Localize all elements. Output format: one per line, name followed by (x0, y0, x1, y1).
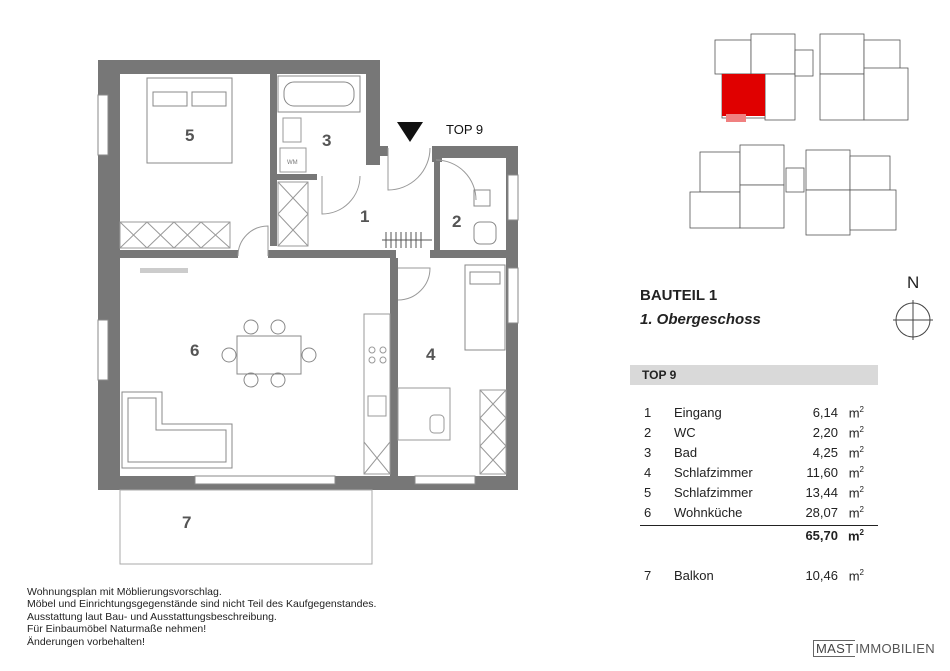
table-row (640, 425, 870, 445)
room-num: 3 (644, 445, 652, 460)
table-header-label: TOP 9 (642, 368, 677, 382)
table-row (640, 405, 870, 425)
shoe-rack (382, 232, 432, 248)
bed-single (465, 265, 505, 350)
table-row (640, 465, 870, 485)
room-table (640, 405, 870, 525)
room-area: 28,07 (805, 505, 838, 520)
washer-label: WM (287, 160, 298, 166)
room-area: 13,44 (805, 485, 838, 500)
room-unit: $m^2$ (848, 445, 864, 461)
total-row (640, 528, 870, 548)
room-label-5: 5 (185, 126, 195, 145)
balcony-unit: $m^2$ (848, 568, 864, 584)
room-num: 2 (644, 425, 652, 440)
table-row (640, 485, 870, 505)
balcony-row (640, 568, 870, 588)
room-name: Wohnküche (674, 505, 743, 520)
room-num: 6 (644, 505, 652, 520)
company-logo (813, 640, 935, 660)
disclaimer-line: Möbel und Einrichtungsgegenstände sind nicht Teil des Kaufgegenstandes. (27, 598, 377, 611)
room-name: WC (674, 425, 696, 440)
room-name: Schlafzimmer (674, 485, 753, 500)
kitchen-counter (364, 314, 390, 474)
logo-part-1: MAST (813, 640, 855, 657)
key-plan-balcony-highlight (726, 114, 746, 122)
balcony-area: 10,46 (805, 568, 838, 583)
room-label-4: 4 (426, 345, 436, 364)
disclaimer-line: Ausstattung laut Bau- und Ausstattungsbeschreibung. (27, 610, 277, 623)
room-name: Eingang (674, 405, 722, 420)
room-num: 1 (644, 405, 652, 420)
room-area: 2,20 (812, 425, 838, 440)
room-name: Schlafzimmer (674, 465, 753, 480)
room-name: Bad (674, 445, 698, 460)
total-area: 65,70 (805, 528, 838, 543)
room-label-2: 2 (452, 212, 462, 231)
disclaimer-line: Änderungen vorbehalten! (27, 635, 145, 648)
entrance-arrow (397, 122, 423, 142)
disclaimer-line: Wohnungsplan mit Möblierungsvorschlag. (27, 586, 222, 598)
room-area: 6,14 (812, 405, 838, 420)
sofa (122, 392, 232, 468)
room-unit: $m^2$ (848, 465, 864, 481)
balcony-outline (120, 490, 372, 564)
tv (140, 268, 188, 273)
room-label-1: 1 (360, 207, 370, 226)
room-unit: $m^2$ (848, 505, 864, 521)
room-label-7: 7 (182, 513, 192, 532)
room-label-6: 6 (190, 341, 200, 360)
table-header (630, 365, 878, 385)
disclaimer-line: Für Einbaumöbel Naturmaße nehmen! (27, 623, 207, 636)
room-area: 4,25 (812, 445, 838, 460)
table-row (640, 505, 870, 525)
room-unit: $m^2$ (848, 485, 864, 501)
bathtub (278, 76, 360, 112)
disclaimer (27, 586, 376, 648)
north-compass (893, 300, 933, 340)
bath-sink (283, 118, 301, 142)
key-plan-highlight (722, 74, 765, 116)
room-unit: $m^2$ (848, 425, 864, 441)
table-row (640, 445, 870, 465)
room-area: 11,60 (806, 465, 838, 480)
balcony-num: 7 (644, 568, 652, 583)
key-plan-lower (690, 145, 896, 235)
wardrobe-bedroom-4 (480, 390, 506, 474)
total-unit: $m^2$ (847, 528, 864, 544)
north-label: N (907, 273, 920, 292)
room-unit: $m^2$ (848, 405, 864, 421)
balcony-name: Balkon (674, 568, 714, 583)
logo-part-2: IMMOBILIEN (855, 641, 935, 656)
unit-label: TOP 9 (446, 122, 484, 137)
dining-table (222, 320, 316, 387)
room-label-3: 3 (322, 131, 332, 150)
wc-fixtures (474, 190, 496, 244)
closet-hall (278, 182, 308, 246)
block-title: BAUTEIL 1 (640, 287, 718, 304)
bed-double (147, 78, 232, 163)
sum-divider (640, 525, 878, 526)
room-num: 4 (644, 465, 652, 480)
desk (398, 388, 450, 440)
floor-title: 1. Obergeschoss (640, 311, 761, 328)
wardrobe-bedroom-5 (120, 222, 230, 248)
room-num: 5 (644, 485, 652, 500)
